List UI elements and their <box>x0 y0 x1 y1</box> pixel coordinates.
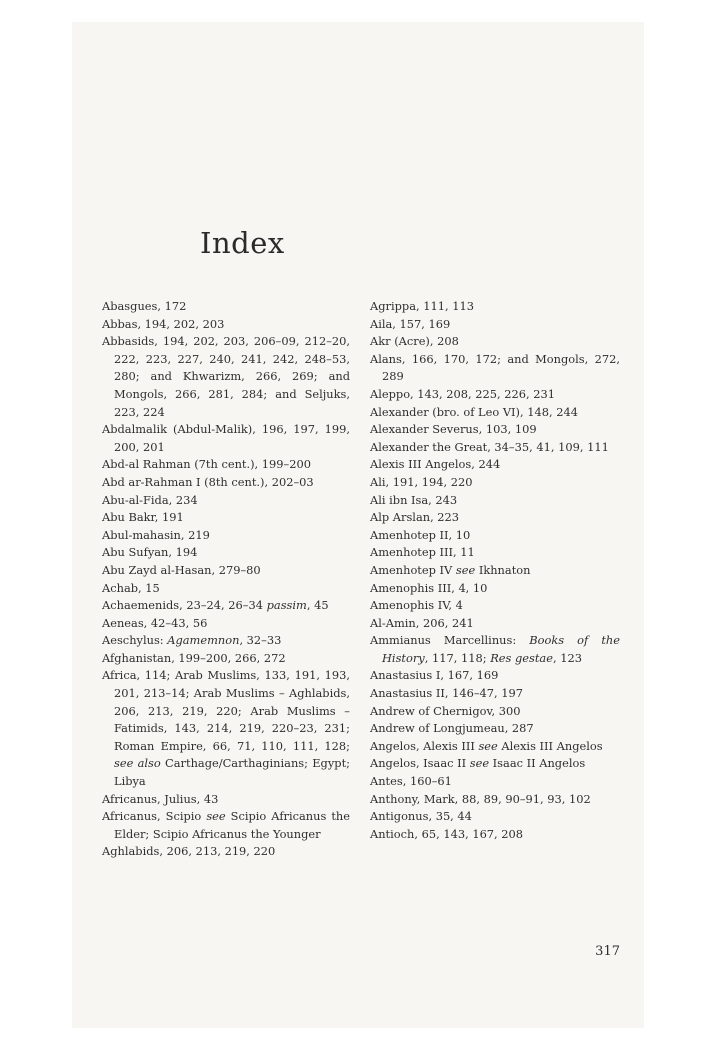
index-entry: Amenhotep IV see Ikhnaton <box>370 562 531 577</box>
index-entry: Amenophis IV, 4 <box>370 598 463 613</box>
index-entry: Achaemenids, 23–24, 26–34 passim, 45 <box>102 598 329 613</box>
index-entry: Anastasius II, 146–47, 197 <box>370 686 524 701</box>
index-entry: Akr (Acre), 208 <box>370 334 459 349</box>
index-entry: Anastasius I, 167, 169 <box>370 668 499 683</box>
page-title: Index <box>200 226 285 260</box>
index-entry: Ammianus Marcellinus: Books of the History, 117, 118; Res gestae, 123 <box>370 633 620 665</box>
index-entry: Amenhotep III, 11 <box>370 545 475 560</box>
index-column-left <box>102 298 350 861</box>
index-entry: Ali, 191, 194, 220 <box>370 474 473 489</box>
page-number: 317 <box>595 944 620 959</box>
index-entry: Abdalmalik (Abdul-Malik), 196, 197, 199, 200, 201 <box>102 422 350 454</box>
index-entry: Anthony, Mark, 88, 89, 90–91, 93, 102 <box>370 791 591 806</box>
index-entry: Antes, 160–61 <box>370 774 452 789</box>
index-entry: Angelos, Isaac II see Isaac II Angelos <box>370 756 586 771</box>
index-column-right <box>370 298 620 843</box>
index-entry: Aeschylus: Agamemnon, 32–33 <box>102 633 282 648</box>
index-entry: Al-Amin, 206, 241 <box>370 615 474 630</box>
index-entry: Alexis III Angelos, 244 <box>370 457 501 472</box>
index-entry: Antioch, 65, 143, 167, 208 <box>370 826 524 841</box>
index-entry: Andrew of Longjumeau, 287 <box>370 721 534 736</box>
index-entry: Alexander the Great, 34–35, 41, 109, 111 <box>370 439 609 454</box>
index-entry: Aghlabids, 206, 213, 219, 220 <box>102 844 276 859</box>
index-entry: Alp Arslan, 223 <box>370 510 460 525</box>
index-entry: Abbasids, 194, 202, 203, 206–09, 212–20, 222, 223, 227, 240, 241, 242, 248–53, 280; and Khwarizm, 266, 269; and Mongols, 266, 281, 284; and Seljuks, 223, 224 <box>102 334 350 419</box>
index-entry: Aleppo, 143, 208, 225, 226, 231 <box>370 386 555 401</box>
index-entry: Abd ar-Rahman I (8th cent.), 202–03 <box>102 474 314 489</box>
index-entry: Aeneas, 42–43, 56 <box>102 615 208 630</box>
index-entry: Abasgues, 172 <box>102 299 187 313</box>
index-entry: Antigonus, 35, 44 <box>370 809 472 824</box>
index-entry: Aila, 157, 169 <box>370 316 451 331</box>
index-entry: Abd-al Rahman (7th cent.), 199–200 <box>102 457 311 472</box>
index-entry: Africanus, Julius, 43 <box>102 791 219 806</box>
index-entry: Abu Bakr, 191 <box>102 510 184 525</box>
index-entry: Afghanistan, 199–200, 266, 272 <box>102 650 286 665</box>
index-entry: Alexander Severus, 103, 109 <box>370 422 537 437</box>
index-entry: Alans, 166, 170, 172; and Mongols, 272, 289 <box>370 351 620 384</box>
index-entry: Amenhotep II, 10 <box>370 527 471 542</box>
index-entry: Abu Sufyan, 194 <box>102 545 198 560</box>
index-entry: Abu-al-Fida, 234 <box>102 492 198 507</box>
index-entry: Abu Zayd al-Hasan, 279–80 <box>102 562 261 577</box>
index-entry: Agrippa, 111, 113 <box>370 299 474 313</box>
index-entry: Amenophis III, 4, 10 <box>370 580 488 595</box>
index-entry: Achab, 15 <box>102 580 160 595</box>
index-entry: Angelos, Alexis III see Alexis III Angelos <box>370 738 603 753</box>
index-entry: Africanus, Scipio see Scipio Africanus the Elder; Scipio Africanus the Younger <box>102 809 351 841</box>
index-entry: Ali ibn Isa, 243 <box>370 492 458 507</box>
index-entry: Abbas, 194, 202, 203 <box>102 316 225 331</box>
index-entry: Africa, 114; Arab Muslims, 133, 191, 193, 201, 213–14; Arab Muslims – Aghlabids, 206, 213, 219, 220; Arab Muslims – Fatimids, 143, 214, 219, 220–23, 231; Roman Empire, 66, 71, 110, 111, 128; see also Carthage/Carthaginians; Egypt; Libya <box>102 668 350 789</box>
index-entry: Andrew of Chernigov, 300 <box>370 703 521 718</box>
index-entry: Abul-mahasin, 219 <box>102 527 210 542</box>
index-entry: Alexander (bro. of Leo VI), 148, 244 <box>370 404 578 419</box>
